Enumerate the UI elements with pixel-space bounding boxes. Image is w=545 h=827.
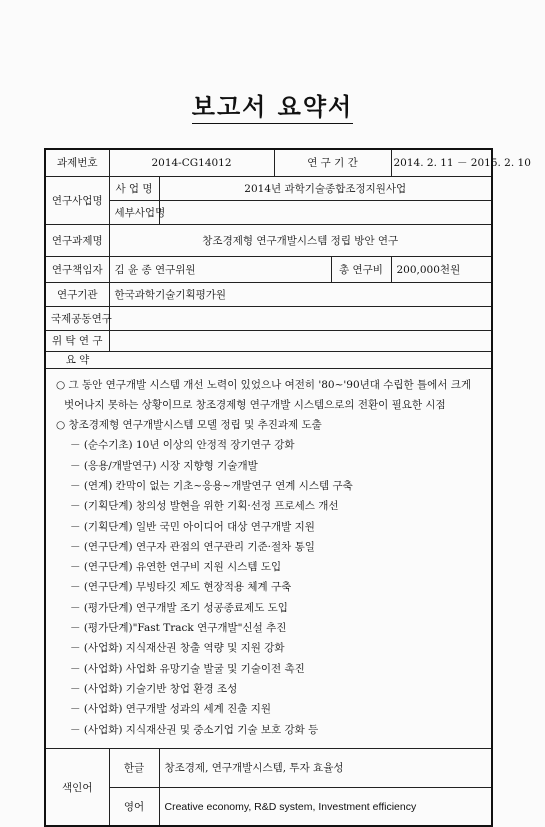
summary-form-table [44, 148, 531, 827]
row-intl [45, 306, 492, 330]
keywords-en-value: Creative economy, R&D system, Investment efficiency [159, 787, 492, 826]
institution-label: 연구기관 [45, 282, 109, 306]
institution-value: 한국과학기술기획평가원 [109, 282, 492, 306]
row-program-name [45, 176, 492, 200]
project-no-label: 과제번호 [45, 149, 109, 176]
summary-line: － (평가단계) 연구개발 조기 성공종료제도 도입 [70, 601, 288, 614]
project-title-value: 창조경제형 연구개발시스템 정립 방안 연구 [109, 224, 492, 256]
intl-value [109, 306, 492, 330]
intl-label: 국제공동연구 [45, 306, 109, 330]
sub-program-label: 세부사업명 [109, 200, 159, 224]
row-project-title [45, 224, 492, 256]
program-name-value: 2014년 과학기술종합조정지원사업 [159, 176, 492, 200]
summary-line: － (평가단계)"Fast Track 연구개발"신설 추진 [70, 622, 287, 635]
summary-line: － (기획단계) 창의성 발현을 위한 기획·선정 프로세스 개선 [70, 500, 339, 513]
summary-line: 벗어나지 못하는 상황이므로 창조경제형 연구개발 시스템으로의 전환이 필요한 시점 [64, 398, 446, 411]
program-name-label: 사 업 명 [109, 176, 159, 200]
summary-line: － (연계) 칸막이 없는 기초~응용~개발연구 연계 시스템 구축 [70, 479, 353, 492]
summary-line: － (사업화) 기술기반 창업 환경 조성 [70, 682, 238, 695]
keywords-en-label: 영어 [109, 787, 159, 826]
period-value: 2014. 2. 11 － 2015. 2. 10 [391, 149, 492, 176]
summary-line: ○ 그 동안 연구개발 시스템 개선 노력이 있었으나 여전히 '80~'90년대 수립한 틀에서 크게 [56, 378, 472, 391]
row-institution [45, 282, 492, 306]
summary-line: － (기획단계) 일반 국민 아이디어 대상 연구개발 지원 [70, 520, 315, 533]
keywords-label: 색인어 [45, 748, 109, 826]
summary-line: － (연구단계) 무빙타깃 제도 현장적용 체계 구축 [70, 581, 292, 594]
summary-line: － (사업화) 사업화 유망기술 발굴 및 기술이전 촉진 [70, 662, 305, 675]
summary-label: 요 약 [45, 351, 109, 368]
row-keywords-ko [45, 748, 492, 787]
summary-line: － (연구단계) 연구자 관점의 연구관리 기준·절차 통일 [70, 540, 315, 553]
row-summary-label [45, 351, 492, 368]
row-summary-body [45, 368, 492, 748]
outsourced-label: 위 탁 연 구 [45, 330, 109, 351]
outsourced-value [109, 330, 492, 351]
summary-line: － (연구단계) 유연한 연구비 지원 시스템 도입 [70, 561, 282, 574]
project-no-value: 2014-CG14012 [109, 149, 274, 176]
summary-line: － (순수기초) 10년 이상의 안정적 장기연구 강화 [70, 439, 295, 452]
page-title: 보고서 요약서 [0, 87, 545, 122]
pi-label: 연구책임자 [45, 256, 109, 282]
budget-value: 200,000천원 [391, 256, 492, 282]
row-project-no [45, 149, 492, 176]
row-keywords-en [45, 787, 492, 826]
summary-line: ○ 창조경제형 연구개발시스템 모델 정립 및 추진과제 도출 [56, 419, 322, 432]
sub-program-value [159, 200, 492, 224]
row-pi [45, 256, 492, 282]
summary-line: － (사업화) 연구개발 성과의 세계 진출 지원 [70, 703, 272, 716]
keywords-ko-value: 창조경제, 연구개발시스템, 투자 효율성 [159, 748, 492, 787]
summary-body [45, 368, 492, 748]
summary-line: － (응용/개발연구) 시장 지향형 기술개발 [70, 459, 258, 472]
budget-label: 총 연구비 [331, 256, 391, 282]
program-label: 연구사업명 [45, 176, 109, 224]
keywords-ko-label: 한글 [109, 748, 159, 787]
summary-line: － (사업화) 지식재산권 창출 역량 및 지원 강화 [70, 642, 285, 655]
row-outsourced [45, 330, 492, 351]
period-label: 연 구 기 간 [274, 149, 391, 176]
summary-line: － (사업화) 지식재산권 및 중소기업 기술 보호 강화 등 [70, 723, 319, 736]
row-sub-program [45, 200, 492, 224]
project-title-label: 연구과제명 [45, 224, 109, 256]
pi-value: 김 윤 종 연구위원 [109, 256, 331, 282]
